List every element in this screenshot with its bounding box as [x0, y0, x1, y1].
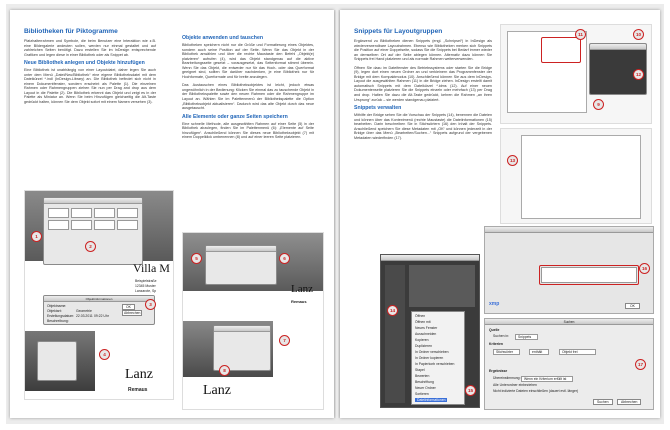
paragraph: Platzhalterrahmen und Symbole, die beim Benutzer eine Interaktion wie z.B. eine Bildergalerie andeuten sollen, werden nur einmal gestaltet und auf zahlreichen Seiten benötigt. Dazu erstellen Sie im InDesign entsprechende Grafiken und legen diese in einer Bibliothek oder als Snippet ab.	[24, 39, 156, 57]
library-item[interactable]	[71, 220, 92, 230]
left-col-2	[182, 32, 314, 140]
callout-badge: 1	[31, 231, 42, 242]
subheading: Neue Bibliothek anlegen und Objekte hinzufügen	[24, 60, 145, 67]
selection-highlight	[541, 37, 581, 63]
callout-badge: 4	[99, 349, 110, 360]
dialog-title: Objektinformationen	[44, 296, 154, 302]
dialog-title: Suchen	[485, 319, 653, 325]
search-in-select[interactable]: Snippets	[515, 334, 538, 340]
layout-page-thumb	[521, 135, 641, 219]
label-search-in: Suchen in:	[493, 334, 510, 338]
callout-badge: 10	[633, 29, 644, 40]
book-spread	[6, 4, 664, 424]
search-dialog	[484, 318, 654, 410]
villa-text: Villa M	[133, 261, 170, 275]
callout-badge: 14	[387, 305, 398, 316]
menu-item[interactable]: Sortieren	[415, 392, 429, 396]
placed-snippets-screenshot	[500, 128, 652, 224]
callout-badge: 2	[85, 241, 96, 252]
library-palette-3	[213, 325, 271, 371]
window-titlebar	[381, 255, 479, 261]
library-item[interactable]	[71, 208, 92, 218]
library-screenshot	[24, 190, 174, 400]
label-objectname: Objektname:	[47, 304, 67, 308]
menu-item[interactable]: Duplizieren	[415, 344, 432, 348]
paragraph: Mithilfe der Bridge sehen Sie die Vorschau der Snippets (14), benennen die Dateien und können über das Kontextmenü (rechte Maustaste) die Dateiinformationen (15) bearbeiten. Darin beschreiben Sie in Stichwörtern (16) den Inhalt der Snippets. Anschließend speichern Sie diese Metadaten mit „OK“ und können jederzeit in der Bridge über das Menü „Bearbeiten/Suchen...“ Snippets aufgrund der vergebenen Metadaten wiederfinden (17).	[354, 113, 492, 140]
left-col-1	[24, 28, 156, 105]
section-label: Kriterien	[489, 342, 503, 346]
objecttype-value: Geometrie	[76, 309, 92, 313]
criteria-field-select[interactable]: Stichwörter	[493, 349, 520, 355]
callout-badge: 7	[279, 335, 290, 346]
label-objecttype: Objektart:	[47, 309, 62, 313]
remaus-text: Remaus	[128, 387, 148, 393]
library-screenshot-2	[182, 232, 324, 410]
xmp-logo: xmp	[489, 301, 500, 307]
search-button[interactable]: Suchen	[593, 399, 613, 405]
context-menu	[411, 311, 465, 405]
library-palette	[43, 197, 143, 265]
callout-badge: 5	[191, 253, 202, 264]
window-titlebar	[590, 44, 646, 50]
date-value: 22.03.2011	[76, 314, 93, 318]
library-item[interactable]	[94, 208, 115, 218]
section-title: Bibliotheken für Piktogramme	[24, 28, 118, 35]
address-line: 12345 Muster	[135, 284, 156, 288]
subheading: Snippets verwalten	[354, 105, 402, 112]
callout-badge: 13	[507, 155, 518, 166]
callout-badge: 16	[639, 263, 650, 274]
library-palette-2	[205, 245, 277, 285]
menu-item[interactable]: Bewerten	[415, 374, 430, 378]
menu-item[interactable]: Neues Fenster	[415, 326, 438, 330]
window-titlebar	[485, 227, 653, 233]
menu-item-fileinfo[interactable]: Dateiinformationen	[417, 398, 446, 402]
context-menu	[37, 341, 77, 381]
paragraph: Eine Bibliothek ist unabhängig von einer Layoutdatei, daher legen Sie auch unter dem Menü „Datei/Neu/Bibliothek“ eine eigene Bibliotheksdatei mit dem Dateikürzel *.indl (InDesign-Library) an. Die Bibliothek befindet sich nicht in einem Dokumentfenster, sondern erscheint als Palette (1). Die einzelnen Rahmen oder Rahmengruppen ziehen Sie nun per Drag and drop aus dem Layout in die Palette (2). Die Bibliothek erkennt das Objekt und zeigt es in der Palette als Miniatur an. Wenn Sie beim Hinzufügen gleichzeitig die Alt-Taste gedrückt halten, können Sie dem Objekt sofort mit einem Namen versehen (3).	[24, 68, 156, 105]
left-page	[10, 10, 334, 418]
right-page	[340, 10, 660, 418]
menu-item[interactable]: Stapel	[415, 368, 425, 372]
time-value: 09:22 Uhr	[94, 314, 109, 318]
palette-titlebar	[44, 198, 142, 204]
menu-item[interactable]: Öffnen mit	[415, 320, 431, 324]
match-select[interactable]: Wenn ein Kriterium erfüllt ist	[521, 376, 573, 382]
lanz-text: Lanz	[291, 283, 313, 295]
file-info-panel	[484, 226, 654, 314]
bridge-window	[380, 254, 480, 408]
callout-badge: 6	[279, 253, 290, 264]
menu-item[interactable]: Kopieren	[415, 338, 429, 342]
address-line: Lanzarote, Sp	[135, 289, 157, 293]
library-item[interactable]	[48, 220, 69, 230]
callout-badge: 11	[575, 29, 586, 40]
menu-item[interactable]: Ausschneiden	[415, 332, 437, 336]
callout-badge: 15	[465, 385, 476, 396]
ok-button[interactable]: OK	[625, 303, 640, 309]
paragraph: Das Austauschen eines Bibliotheksobjektes ist leicht, jedoch etwas ungewöhnlich in der Bedienung: Klicken Sie einmal das zu tauschende Objekt in der Bibliothekspalette sowie den neuen Rahmen oder die Rahmengruppe im Layout an. Wählen Sie im Palettenmenü der Bibliothekspalette die Option „Bibliotheksobjekt aktualisieren“. Dadurch wird das alte Objekt durch das neue ausgetauscht.	[182, 83, 314, 111]
subheading: Alle Elemente oder ganze Seiten speichern	[182, 113, 288, 120]
section-title: Snippets für Layoutgruppen	[354, 28, 443, 35]
remaus-text: Remaus	[291, 299, 307, 304]
section-label: Quelle	[489, 328, 500, 332]
library-thumbnails	[48, 208, 138, 230]
bridge-sidebar	[385, 265, 405, 403]
menu-item[interactable]: Öffnen	[415, 314, 426, 318]
keywords-highlight	[539, 265, 639, 285]
section-label: Ergebnisse	[489, 369, 508, 373]
paragraph: Öffnen Sie dazu im Dateifenster des Betriebssystems oder starten Sie die Bridge (9), legen dort einen neuen Ordner an und verkleinern das Programmfenster der Bridge mit dem Kompaktmodus (10). Anschließend können Sie aus dem InDesign-Layout die ausgewählten Rahmen (11) in die Bridge ziehen. InDesign erstellt damit automatisch Snippets mit dem Dateikürzel *.idms (12). Auf einer neuen Dokumentenseite platzieren Sie die Snippets einzeln oder mehrfach (13) per Drag and drop. Halten Sie dazu die Alt-Taste gedrückt, kehren die Rahmen „an ihren Ursprung“ zurück – sie werden standgenau platziert.	[354, 65, 492, 102]
menu-item[interactable]: Beschriftung	[415, 380, 434, 384]
label-description: Beschreibung:	[47, 319, 69, 323]
callout-badge: 3	[145, 299, 156, 310]
callout-badge: 17	[635, 359, 646, 370]
callout-badge: 9	[593, 99, 604, 110]
checkbox-subfolders[interactable]: Alle Unterordner einbeziehen	[493, 383, 537, 387]
ok-button[interactable]: OK	[122, 304, 135, 310]
palette-titlebar	[214, 326, 270, 332]
checkbox-nonindexed[interactable]: Nicht indizierte Dateien einschließen (dauert evtl. länger)	[493, 389, 579, 393]
menu-item[interactable]: In Ordner kopieren	[415, 356, 444, 360]
menu-item[interactable]: Neuer Ordner	[415, 386, 436, 390]
library-item[interactable]	[117, 220, 138, 230]
right-col-1	[354, 28, 492, 140]
criteria-value-input[interactable]: Objekt frei	[559, 349, 596, 355]
object-info-dialog	[43, 295, 155, 325]
cancel-button[interactable]: Abbrechen	[617, 399, 641, 405]
callout-badge: 8	[219, 365, 230, 376]
address-line: Beispielstraße	[135, 279, 157, 283]
library-item[interactable]	[117, 208, 138, 218]
label-match: Übereinstimmung:	[493, 376, 521, 380]
library-item[interactable]	[48, 208, 69, 218]
bridge-preview-grid	[409, 265, 475, 307]
bridge-screenshot	[500, 24, 652, 124]
label-date: Erstellungsdatum:	[47, 314, 75, 318]
palette-titlebar	[206, 246, 276, 252]
lanz-text: Lanz	[203, 383, 231, 398]
menu-item[interactable]: In Ordner verschieben	[415, 350, 449, 354]
paragraph: Eine schnelle Methode, alle ausgewählten Rahmen auf einer Seite (5) in der Bibliothek abzulegen, finden Sie im Palettenmenü (6): „Elemente auf Seite hinzufügen“. Anschließend können Sie dieses neue Bibliotheksobjekt (7) mit einem Doppelklick umbenennen (8) und auf einer leeren Seite platzieren.	[182, 121, 314, 140]
criteria-operator-select[interactable]: enthält	[529, 349, 549, 355]
library-item[interactable]	[94, 220, 115, 230]
paragraph: Bibliotheken speichern nicht nur die Größe und Formatierung eines Objektes, sondern auch seine Position auf der Seite. Wenn Sie das Objekt in der Bibliothek anwählen und über die rechte Maustaste den Befehl „Objekt(e) platzieren“ aufrufen (4), wird das Objekt standgenau auf die aktive Bearbeitungsseite gesetzt – vorausgesetzt, das Seitenformat stimmt überein. Wenn Sie das Objekt, die entweder nur für das Hoch- oder das Querformat geeignet sind, sollten Sie darüber nachdenken, je eine Bibliothek nur für Hochformate, Querformate und für breite anzulegen.	[182, 43, 314, 79]
callout-badge: 12	[633, 69, 644, 80]
lanz-text: Lanz	[125, 367, 153, 382]
cancel-button[interactable]: Abbrechen	[124, 311, 141, 315]
menu-item[interactable]: In Papierkorb verschieben	[415, 362, 455, 366]
subheading: Objekte anwenden und tauschen	[182, 35, 263, 41]
paragraph: Ergänzend zu Bibliotheken dienen Snippets (engl. „Schnipsel“) in InDesign als wiederverwendbare Layoutrahmen. Ebenso wie Bibliotheken merken sich Snippets die Position auf einer Doppelseite, sodass Sie die Snippets bei Bedarf immer wieder an demselben Ort auf der Seite ablegen können. Alternativ dazu können Sie Snippets frei Hand platzieren und als normale Rahmen weiterverwenden.	[354, 39, 492, 62]
